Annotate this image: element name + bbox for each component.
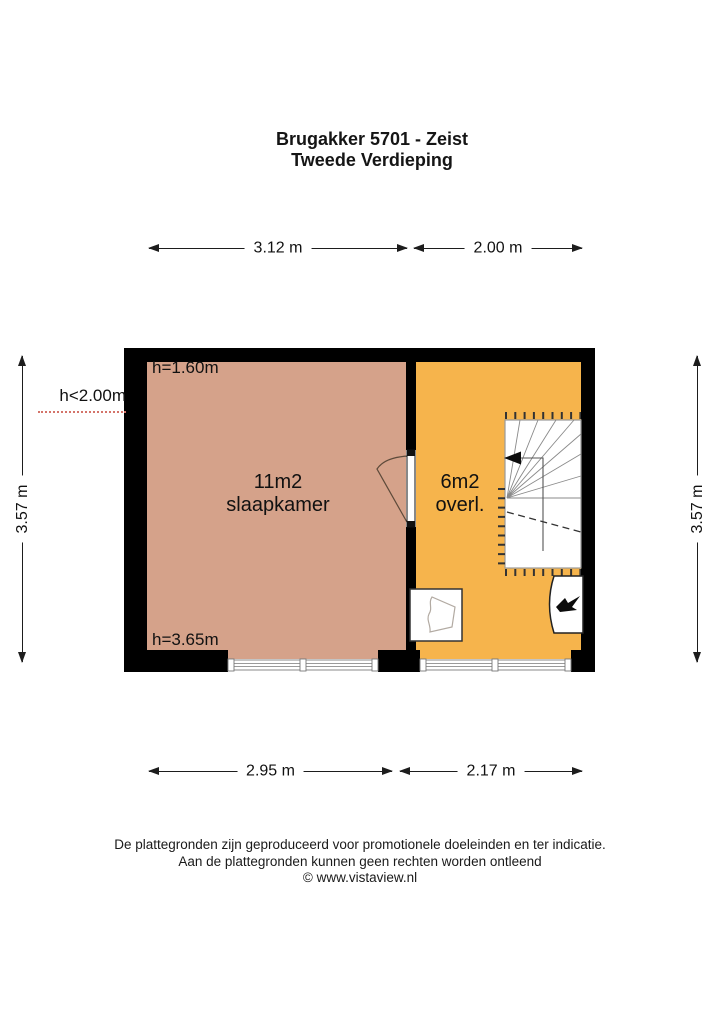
ceiling-height-note-bottom: h=3.65m bbox=[152, 630, 219, 649]
wall-bottom-left-segment bbox=[124, 650, 228, 672]
footer-line2: Aan de plattegronden kunnen geen rechten worden ontleend bbox=[178, 853, 542, 869]
dimension-side-right bbox=[690, 355, 705, 663]
room-overloop-area: 6m2 bbox=[440, 471, 480, 493]
window-mullion bbox=[300, 659, 306, 671]
page-title bbox=[0, 129, 720, 171]
dimension-label: 2.95 m bbox=[237, 762, 304, 780]
mechanical-ventilation-icon bbox=[550, 576, 584, 633]
dimension-top-right bbox=[413, 238, 583, 256]
arrow-left-icon bbox=[413, 244, 424, 252]
arrow-left-icon bbox=[399, 767, 410, 775]
dimension-label: 2.17 m bbox=[458, 762, 525, 780]
arrow-up-icon bbox=[693, 355, 701, 366]
arrow-up-icon bbox=[18, 355, 26, 366]
dimension-label: 2.00 m bbox=[465, 239, 532, 257]
window-mullion bbox=[420, 659, 426, 671]
ceiling-height-note-top: h=1.60m bbox=[152, 358, 219, 377]
wall-interior-upper bbox=[406, 362, 416, 450]
door-jamb bbox=[407, 521, 415, 527]
dimension-label: 3.12 m bbox=[245, 239, 312, 257]
room-slaapkamer-area: 11m2 bbox=[253, 471, 303, 493]
dimension-bottom-left bbox=[148, 761, 393, 779]
dimension-label: 3.57 m bbox=[689, 476, 707, 543]
window-mullion bbox=[372, 659, 378, 671]
arrow-right-icon bbox=[572, 767, 583, 775]
dimension-label: 3.57 m bbox=[14, 476, 32, 543]
title-line2: Tweede Verdieping bbox=[291, 150, 453, 170]
dimension-bottom-right bbox=[399, 761, 583, 779]
room-slaapkamer-name: slaapkamer bbox=[226, 494, 330, 516]
low-ceiling-dashed-line bbox=[38, 411, 126, 413]
sink-icon bbox=[410, 589, 462, 641]
window-overloop bbox=[420, 659, 571, 671]
room-overloop-name: overl. bbox=[435, 494, 485, 516]
arrow-right-icon bbox=[382, 767, 393, 775]
footer-line3: © www.vistaview.nl bbox=[302, 870, 418, 885]
low-ceiling-note: h<2.00m bbox=[59, 386, 126, 405]
window-mullion bbox=[228, 659, 234, 671]
wall-bottom-middle-segment bbox=[378, 650, 420, 672]
arrow-right-icon bbox=[397, 244, 408, 252]
arrow-down-icon bbox=[693, 652, 701, 663]
door-jamb bbox=[407, 450, 415, 456]
arrow-left-icon bbox=[148, 767, 159, 775]
window-mullion bbox=[492, 659, 498, 671]
title-line1: Brugakker 5701 - Zeist bbox=[275, 129, 469, 149]
arrow-right-icon bbox=[572, 244, 583, 252]
wall-bottom-right-segment bbox=[571, 650, 595, 672]
window-slaapkamer bbox=[228, 659, 378, 671]
footer-line1: De plattegronden zijn geproduceerd voor promotionele doeleinden en ter indicatie. bbox=[114, 837, 606, 852]
footer-disclaimer bbox=[0, 837, 720, 887]
room-label-overloop bbox=[404, 471, 516, 517]
wall-left bbox=[124, 348, 147, 672]
dimension-top-left bbox=[148, 238, 408, 256]
arrow-left-icon bbox=[148, 244, 159, 252]
room-label-slaapkamer bbox=[160, 471, 396, 517]
window-mullion bbox=[565, 659, 571, 671]
arrow-down-icon bbox=[18, 652, 26, 663]
dimension-side-left bbox=[15, 355, 30, 663]
